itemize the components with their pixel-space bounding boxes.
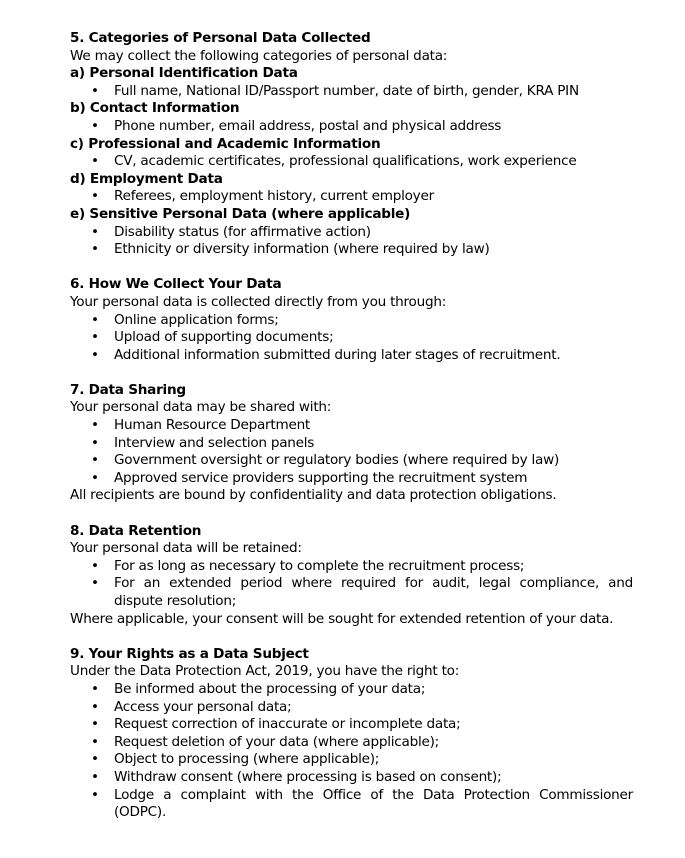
- bullet-icon: •: [91, 417, 99, 434]
- subsection-heading: e) Sensitive Personal Data (where applicable): [70, 205, 411, 222]
- bullet-icon: •: [91, 751, 99, 768]
- list-item: • For an extended period where required for audit, legal compliance, and dispute resolution;: [91, 575, 633, 609]
- list-item: • Referees, employment history, current employer: [91, 188, 434, 205]
- bullet-list: [70, 118, 633, 136]
- bullet-icon: •: [91, 575, 99, 592]
- bullet-list: [70, 224, 633, 259]
- list-item: • Upload of supporting documents;: [91, 329, 334, 346]
- bullet-icon: •: [91, 768, 99, 785]
- bullet-list: [70, 681, 633, 822]
- list-item: • Object to processing (where applicable);: [91, 751, 380, 768]
- bullet-icon: •: [91, 557, 99, 574]
- bullet-icon: •: [91, 117, 99, 134]
- subsection-heading: a) Personal Identification Data: [70, 65, 298, 82]
- bullet-list: [70, 153, 633, 171]
- bullet-icon: •: [91, 346, 99, 363]
- section-intro: Under the Data Protection Act, 2019, you have the right to:: [70, 663, 460, 680]
- bullet-icon: •: [91, 434, 99, 451]
- list-item: • Withdraw consent (where processing is based on consent);: [91, 768, 502, 785]
- section-heading: 7. Data Sharing: [70, 381, 186, 398]
- bullet-icon: •: [91, 188, 99, 205]
- bullet-list: [70, 558, 633, 611]
- list-item: • Ethnicity or diversity information (where required by law): [91, 241, 490, 258]
- bullet-list: [70, 417, 633, 487]
- section-rights: [70, 646, 633, 822]
- subsection-heading: c) Professional and Academic Information: [70, 135, 381, 152]
- bullet-icon: •: [91, 680, 99, 697]
- list-item: • Be informed about the processing of your data;: [91, 680, 426, 697]
- list-item: • Phone number, email address, postal and physical address: [91, 117, 502, 134]
- list-item: • Government oversight or regulatory bodies (where required by law): [91, 452, 560, 469]
- section-intro: Your personal data may be shared with:: [70, 399, 332, 416]
- bullet-icon: •: [91, 469, 99, 486]
- bullet-list: [70, 312, 633, 365]
- section-outro: Where applicable, your consent will be sought for extended retention of your data.: [70, 610, 614, 627]
- list-item: • Request deletion of your data (where applicable);: [91, 733, 440, 750]
- list-item: • Lodge a complaint with the Office of the Data Protection Commissioner (ODPC).: [91, 786, 633, 821]
- bullet-list: [70, 83, 633, 101]
- bullet-icon: •: [91, 311, 99, 328]
- section-heading: 8. Data Retention: [70, 522, 202, 539]
- section-collection: [70, 276, 633, 364]
- bullet-icon: •: [91, 716, 99, 733]
- list-item: • Interview and selection panels: [91, 434, 315, 451]
- list-item: • Access your personal data;: [91, 698, 292, 715]
- section-heading: 6. How We Collect Your Data: [70, 276, 282, 293]
- bullet-icon: •: [91, 786, 99, 803]
- subsection-heading: d) Employment Data: [70, 170, 223, 187]
- list-item: • CV, academic certificates, professional qualifications, work experience: [91, 153, 577, 170]
- list-item: • Approved service providers supporting the recruitment system: [91, 469, 528, 486]
- section-intro: We may collect the following categories of personal data:: [70, 47, 448, 64]
- bullet-list: [70, 188, 633, 206]
- section-intro: Your personal data is collected directly from you through:: [70, 293, 447, 310]
- document-page: [70, 30, 633, 839]
- list-item: • Human Resource Department: [91, 417, 311, 434]
- bullet-icon: •: [91, 241, 99, 258]
- list-item: • Additional information submitted during later stages of recruitment.: [91, 346, 561, 363]
- section-heading: 9. Your Rights as a Data Subject: [70, 645, 309, 662]
- section-retention: [70, 523, 633, 629]
- bullet-icon: •: [91, 733, 99, 750]
- bullet-icon: •: [91, 82, 99, 99]
- list-item: • Disability status (for affirmative action): [91, 223, 371, 240]
- list-item: • Full name, National ID/Passport number, date of birth, gender, KRA PIN: [91, 82, 579, 99]
- section-categories: [70, 30, 633, 259]
- section-intro: Your personal data will be retained:: [70, 540, 302, 557]
- bullet-icon: •: [91, 223, 99, 240]
- bullet-icon: •: [91, 329, 99, 346]
- bullet-icon: •: [91, 698, 99, 715]
- list-item: • Online application forms;: [91, 311, 279, 328]
- subsection-heading: b) Contact Information: [70, 100, 240, 117]
- list-item: • Request correction of inaccurate or incomplete data;: [91, 716, 461, 733]
- section-sharing: [70, 382, 633, 505]
- section-outro: All recipients are bound by confidentiality and data protection obligations.: [70, 487, 557, 504]
- bullet-icon: •: [91, 452, 99, 469]
- list-item: • For as long as necessary to complete the recruitment process;: [91, 557, 525, 574]
- section-heading: 5. Categories of Personal Data Collected: [70, 30, 371, 46]
- bullet-icon: •: [91, 153, 99, 170]
